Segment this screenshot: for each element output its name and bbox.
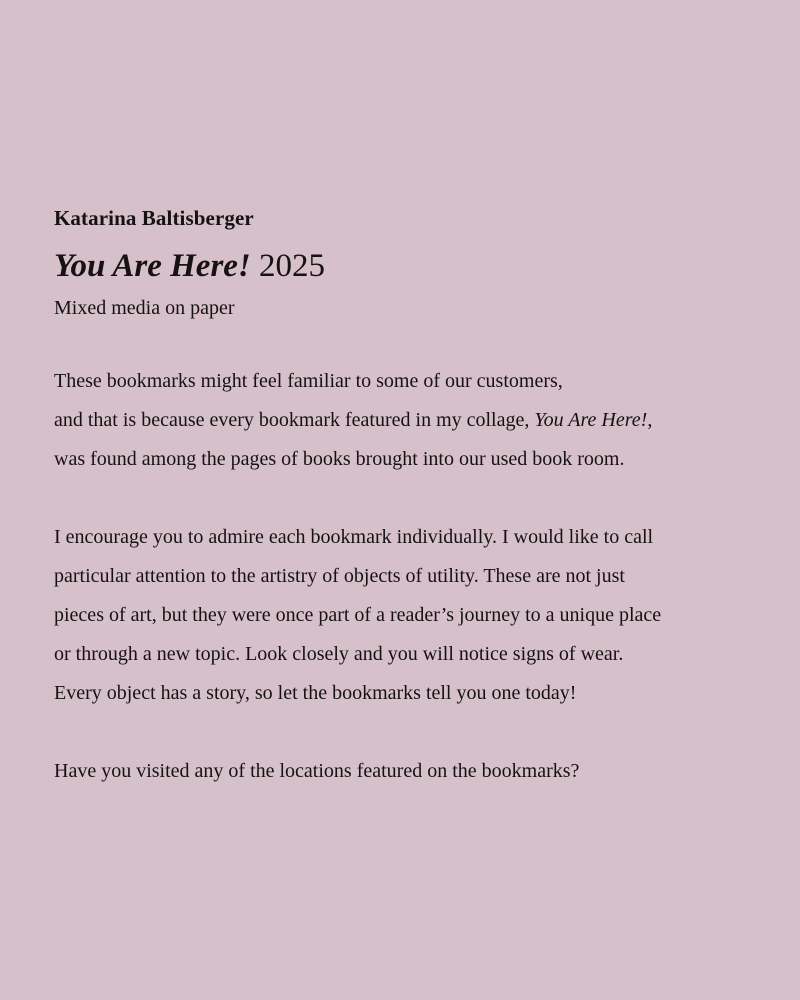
artwork-label (54, 204, 774, 791)
paragraph-2-line-1: I encourage you to admire each bookmark individually. I would like to call (54, 526, 654, 548)
title-line (54, 246, 774, 286)
artwork-year: 2025 (259, 248, 326, 284)
paragraph-1-line-3: was found among the pages of books brought into our used book room. (54, 448, 625, 470)
paragraph-2-line-2: particular attention to the artistry of objects of utility. These are not just (54, 565, 625, 587)
paragraph-2 (54, 518, 774, 713)
inline-artwork-title: You Are Here! (534, 409, 648, 431)
paragraph-2-line-4: or through a new topic. Look closely and you will notice signs of wear. (54, 643, 624, 665)
paragraph-1-line-2-text: and that is because every bookmark featured in my collage, (54, 409, 535, 431)
paragraph-1 (54, 362, 774, 479)
paragraph-2-line-3: pieces of art, but they were once part of a reader’s journey to a unique place (54, 604, 662, 626)
paragraph-2-line-5: Every object has a story, so let the bookmarks tell you one today! (54, 682, 577, 704)
artwork-medium: Mixed media on paper (54, 297, 235, 319)
paragraph-3-line-1: Have you visited any of the locations featured on the bookmarks? (54, 760, 580, 782)
paragraph-1-line-2-punctuation: , (647, 409, 653, 431)
paragraph-3 (54, 752, 774, 791)
paragraph-1-line-2 (54, 401, 774, 440)
paragraph-1-line-1: These bookmarks might feel familiar to some of our customers, (54, 370, 563, 392)
artwork-title: You Are Here! (54, 248, 251, 284)
artist-name: Katarina Baltisberger (54, 206, 254, 230)
